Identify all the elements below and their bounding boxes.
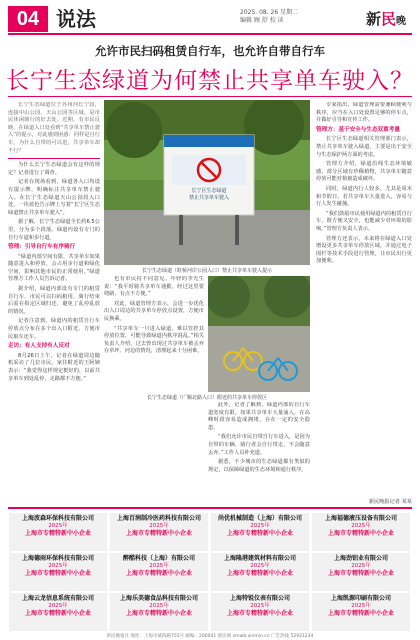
paragraph: “共享单车一旦进入绿道，难以管控其停放位置，可能导致绿道内秩序混乱。”相关负责人介绍，过去曾出现过共享单车被丢弃在草坪、河边的情况，清理起来十分困难。 (104, 325, 204, 355)
paragraph: 据介绍，绿道内部设有专门的租赁自行车，市民可以扫码租用，骑行结束后需在指定区域归还，避免了乱停乱放的情况。 (8, 286, 100, 315)
ad-award: 上海市专精特新中小企业 (327, 610, 394, 617)
ad-year: 2025年 (149, 523, 169, 529)
sign-text: 长宁区生态绿道 禁止共享单车驶入 (188, 188, 229, 201)
ad-separator-rule (8, 507, 412, 509)
ad-award: 上海市专精特新中小企业 (327, 570, 394, 577)
paragraph: 管理方介绍，绿道沿线生态环境敏感，部分区域有珍稀植物，共享单车随意停放可能对植被造成破坏。 (316, 161, 412, 183)
issue-meta: 2025. 08. 26 星期二 编辑 顾 舒 校 读 (240, 9, 299, 24)
ad-year: 2025年 (48, 603, 68, 609)
paragraph: 记者在现场看到，绿道各入口均设有提示牌，明确标注共享单车禁止驶入。在长宁生态绿道天山公园段入口处，一块蓝色告示牌上写着“长宁区生态绿道禁止共享单车驶入”。 (8, 179, 100, 216)
ad-year: 2025年 (250, 603, 270, 609)
paragraph: 记者注意到，绿道内的租赁自行车停放点分布在多个出入口附近，方便市民取车还车。 (8, 318, 100, 340)
ad-block (8, 552, 108, 592)
paragraph: 此外，记者了解到，绿道内部的自行车道宽度有限，如果共享单车大量涌入，在高峰时段容易造成拥堵，存在一定的安全隐患。 (208, 402, 310, 431)
section-subhead: 管理方：基于安全与生态双重考量 (316, 126, 400, 133)
paragraph: “我们鼓励市民使用绿道内的租赁自行车，既方便又安全，也能减少对环境的影响。”管理方负责人表示。 (316, 210, 412, 232)
section-subhead: 走访：有人支持有人反对 (8, 343, 70, 350)
article-column-4 (316, 102, 412, 494)
ad-company-name: 上海波森环保科技有限公司 (21, 515, 94, 522)
ad-year: 2025年 (351, 603, 371, 609)
page-number-badge: 04 (8, 6, 48, 32)
paragraph: 据了解，长宁生态绿道全长约6.5公里，分为多个段落。绿道内设有专门的自行车道和步行道。 (8, 219, 100, 241)
ad-award: 上海市专精特新中小企业 (125, 610, 192, 617)
ad-year: 2025年 (351, 563, 371, 569)
ad-company-name: 上海特锐仪表有限公司 (229, 595, 290, 602)
ad-year: 2025年 (48, 563, 68, 569)
article-headline: 长宁生态绿道为何禁止共享单车驶入？ (6, 68, 414, 94)
footer-line: 新民晚报社 地址：上海市威海路755号 邮编：200041 新民网 xmwb.xinmin.cn 广告热线 52921234 (106, 634, 314, 639)
paragraph: 专家指出，绿道管理需要兼顾便利与秩序，应当在入口处设置足够的停车点，并做好引导和宣传工作。 (316, 102, 412, 124)
ad-company-name: 上海百润制冷医药科技有限公司 (116, 515, 201, 522)
ad-year: 2025年 (149, 563, 169, 569)
ad-award: 上海市专精特新中小企业 (125, 570, 192, 577)
byline: 新民晚报记者 某某 (368, 499, 412, 505)
ad-award: 上海市专精特新中小企业 (226, 530, 293, 537)
ad-company-name: 上海乐美德食品科技有限公司 (119, 595, 198, 602)
section-subhead: 管理：引导自行车有序骑行 (8, 244, 76, 251)
ad-award: 上海市专精特新中小企业 (327, 530, 394, 537)
ad-block (210, 552, 310, 592)
ad-year: 2025年 (351, 523, 371, 529)
article-column-2 (104, 276, 204, 502)
headline-rule (8, 96, 412, 97)
ad-block (109, 592, 209, 632)
ad-year: 2025年 (250, 523, 270, 529)
ad-block (210, 512, 310, 552)
photo-bike-parking (208, 276, 310, 392)
article-column-1 (8, 102, 100, 502)
ad-company-name: 醉酷科技（上海）有限公司 (122, 555, 195, 562)
ad-block (8, 592, 108, 632)
svg-text:新: 新 (366, 10, 382, 28)
ad-award: 上海市专精特新中小企业 (226, 610, 293, 617)
paragraph: 同时，绿道内行人较多，尤其是周末和节假日，若共享单车大量进入，容易与行人发生碰撞。 (316, 185, 412, 208)
ad-year: 2025年 (149, 603, 169, 609)
ad-award: 上海市专精特新中小企业 (24, 570, 91, 577)
photo-greenway-sign (104, 100, 310, 265)
ad-block (210, 592, 310, 632)
ad-company-name: 上海福德液压设备有限公司 (324, 515, 397, 522)
paragraph: 对此，绿道管理方表示，会进一步优化出入口周边的共享单车停放点设置，方便市民换乘。 (104, 300, 204, 322)
ad-award: 上海市专精特新中小企业 (24, 530, 91, 537)
header-rule (8, 33, 412, 35)
ad-year: 2025年 (48, 523, 68, 529)
ad-block (311, 552, 411, 592)
lead-rule (8, 158, 100, 159)
paragraph: 为什么长宁生态绿道会有这样的规定？记者进行了调查。 (8, 162, 100, 176)
paragraph: 据悉，不少城市的生态绿道都有类似的规定，以保障绿道的生态环境和通行秩序。 (208, 459, 310, 473)
ad-company-name: 尚优机械制造（上海）有限公司 (217, 515, 302, 522)
article-subheadline: 允许市民扫码租赁自行车，也允许自带自行车 (95, 44, 325, 58)
article-lead: 长宁生态绿道位于苏州河长宁段，连接中山公园、天山公园等区域，是市民休闲骑行的好去处。近期，有市民反映，在绿道入口处看到“共享单车禁止驶入”的提示，对此感到困惑：同样是自行车，为什么自带的可以进，共享单车却不行？ (8, 102, 100, 154)
ad-award: 上海市专精特新中小企业 (125, 530, 192, 537)
paragraph: “绿道内部空间有限，共享单车如果随意进入和停放，会占用步行道和绿化空间，影响其他市民的正常使用。”绿道管理方工作人员告诉记者。 (8, 253, 100, 283)
ad-company-name: 上海云龙信息系统有限公司 (21, 595, 94, 602)
photo-2-caption: 长宁生态绿道（广顺北路入口）附近的共享单车停放区 (146, 395, 267, 401)
ad-block (8, 512, 108, 552)
paragraph: 长宁区生态绿道相关管理部门表示，禁止共享单车驶入绿道，主要是出于安全与生态保护两方面的考虑。 (316, 136, 412, 158)
paragraph: 8月26日上午，记者在绿道周边随机采访了几位市民。家住附近的王阿姨表示：“我觉得这样规定挺好的，以前共享单车到处乱停，走路都不方便。” (8, 352, 100, 382)
ad-company-name: 上海凯源印刷有限公司 (330, 595, 391, 602)
newspaper-logo (364, 4, 412, 30)
ad-block (311, 592, 411, 632)
ad-company-name: 上海德雨环保科技有限公司 (21, 555, 94, 562)
photo-1-caption: 长宁生态绿道（虹桥河岸公园入口）禁止共享单车驶入提示 (141, 268, 272, 274)
svg-text:民: 民 (381, 10, 397, 28)
ad-award: 上海市专精特新中小企业 (226, 570, 293, 577)
paragraph: “我们允许市民自带自行车进入，是因为自带的车辆，骑行者会自行带走，不会随意丢弃。”工作人员补充道。 (208, 434, 310, 456)
advertisement-grid (8, 512, 412, 632)
paragraph: 管理方还表示，未来将在绿道入口处增设更多共享单车停放区域，并通过电子围栏等技术手段进行管理，让市民出行更加便利。 (316, 235, 412, 265)
ad-award: 上海市专精特新中小企业 (24, 610, 91, 617)
ad-block (311, 512, 411, 552)
paragraph: 也有市民持不同意见。年轻的李先生说：“我平时骑共享单车通勤，经过这里要绕路，有点不方便。” (104, 276, 204, 298)
section-title: 说法 (56, 7, 96, 31)
svg-text:晚: 晚 (396, 16, 406, 27)
ad-block (109, 552, 209, 592)
ad-company-name: 上海劲铝业有限公司 (333, 555, 388, 562)
ad-block (109, 512, 209, 552)
ad-year: 2025年 (250, 563, 270, 569)
article-column-3 (208, 402, 310, 502)
ad-company-name: 上海隆港建筑材料有限公司 (223, 555, 296, 562)
